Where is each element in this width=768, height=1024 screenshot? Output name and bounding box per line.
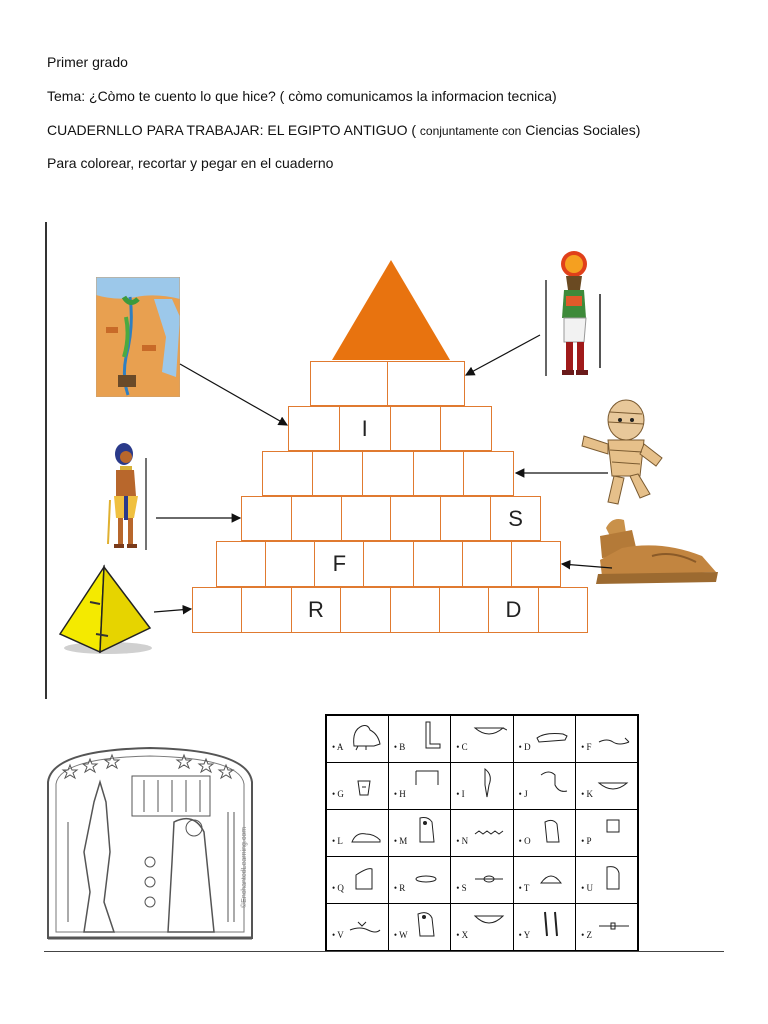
yellow-pyramid-arrow: [154, 609, 191, 612]
hieroglyph-row: [326, 857, 638, 904]
hieroglyph-cell: [388, 857, 450, 904]
workbook-title-main: CUADERNLLO PARA TRABAJAR: EL EGIPTO ANTIGUO (: [47, 122, 417, 138]
hieroglyph-letter: • V: [332, 930, 344, 940]
hieroglyph-cell: [326, 715, 388, 763]
reeds-icon: [535, 908, 569, 940]
hieroglyph-cell: [576, 904, 638, 952]
hill-icon: [348, 861, 382, 893]
bolt-icon: [473, 861, 507, 893]
hieroglyph-alphabet-table: [325, 714, 639, 952]
lion-icon: [348, 814, 382, 846]
vulture-icon: [348, 720, 382, 752]
hieroglyph-letter: • T: [518, 883, 530, 893]
water-icon: [473, 814, 507, 846]
hieroglyph-letter: • N: [456, 836, 469, 846]
hieroglyph-cell: [513, 857, 575, 904]
hand-icon: [535, 720, 569, 752]
basket-x-icon: [473, 908, 507, 940]
hieroglyph-letter: • O: [518, 836, 531, 846]
hieroglyph-cell: [451, 857, 513, 904]
quail-chick-icon: [535, 814, 569, 846]
owl-icon: [410, 814, 444, 846]
hieroglyph-cell: [576, 715, 638, 763]
hieroglyph-letter: • D: [518, 742, 531, 752]
hieroglyph-letter: • Y: [518, 930, 531, 940]
stool-icon: [597, 814, 631, 846]
hieroglyph-cell: [576, 810, 638, 857]
basket-handle-icon: [597, 767, 631, 799]
hieroglyph-cell: [388, 810, 450, 857]
jar-stand-icon: [348, 767, 382, 799]
hieroglyph-letter: • J: [518, 789, 528, 799]
chick-w-icon: [410, 908, 444, 940]
foot-icon: [410, 720, 444, 752]
hieroglyph-letter: • K: [581, 789, 593, 799]
hieroglyph-cell: [326, 763, 388, 810]
hieroglyph-letter: • A: [332, 742, 344, 752]
hieroglyph-row: [326, 715, 638, 763]
reed-icon: [473, 767, 507, 799]
pyramid-cell[interactable]: I: [340, 407, 391, 450]
horned-viper-icon: [348, 908, 382, 940]
hieroglyph-letter: • H: [393, 789, 406, 799]
shelter-icon: [410, 767, 444, 799]
pyramid-cell[interactable]: S: [508, 505, 523, 531]
hieroglyph-cell: [513, 715, 575, 763]
hieroglyph-cell: [451, 810, 513, 857]
hieroglyph-cell: [513, 904, 575, 952]
hieroglyph-letter: • W: [393, 930, 408, 940]
hieroglyph-cell: [451, 763, 513, 810]
hieroglyph-letter: • X: [456, 930, 469, 940]
hieroglyph-cell: [326, 810, 388, 857]
hieroglyph-letter: • M: [393, 836, 408, 846]
hieroglyph-cell: [388, 715, 450, 763]
workbook-title-end: Ciencias Sociales): [525, 122, 641, 138]
instructions-line: Para colorear, recortar y pegar en el cuaderno: [47, 155, 334, 171]
hieroglyph-cell: [451, 715, 513, 763]
hieroglyph-cell: [388, 904, 450, 952]
pyramid-cell[interactable]: F: [315, 542, 364, 586]
hieroglyph-row: [326, 763, 638, 810]
grade-label: Primer grado: [47, 54, 128, 70]
hieroglyph-cell: [326, 857, 388, 904]
hieroglyph-row: [326, 904, 638, 952]
hieroglyph-letter: • Q: [332, 883, 344, 893]
hieroglyph-cell: [513, 763, 575, 810]
hieroglyph-letter: • G: [332, 789, 344, 799]
hieroglyph-letter: • C: [456, 742, 468, 752]
cobra-icon: [535, 767, 569, 799]
map-arrow: [180, 364, 287, 425]
hieroglyph-letter: • P: [581, 836, 592, 846]
mouth-icon: [410, 861, 444, 893]
hieroglyph-cell: [576, 763, 638, 810]
hieroglyph-letter: • R: [393, 883, 406, 893]
hieroglyph-letter: • S: [456, 883, 467, 893]
hieroglyph-cell: [513, 810, 575, 857]
pyramid-cell[interactable]: R: [292, 588, 341, 632]
bottom-rule: [44, 951, 724, 952]
hieroglyph-letter: • B: [393, 742, 406, 752]
hieroglyph-letter: • I: [456, 789, 465, 799]
pyramid-cell[interactable]: D: [489, 588, 538, 632]
basket-icon: [473, 720, 507, 752]
hieroglyph-letter: • F: [581, 742, 592, 752]
topic-line: Tema: ¿Còmo te cuento lo que hice? ( còmo comunicamos la informacion tecnica): [47, 88, 557, 104]
hieroglyph-letter: • U: [581, 883, 593, 893]
hieroglyph-cell: [451, 904, 513, 952]
stela-credit: ©EnchantedLearning.com: [241, 826, 248, 908]
door-bolt-icon: [597, 908, 631, 940]
hieroglyph-row: [326, 810, 638, 857]
hieroglyph-cell: [576, 857, 638, 904]
chick-icon: [597, 861, 631, 893]
hieroglyph-letter: • L: [332, 836, 343, 846]
sphinx-arrow: [562, 564, 612, 568]
hieroglyph-letter: • Z: [581, 930, 592, 940]
ra-arrow: [466, 335, 540, 375]
stela-icon: [44, 742, 258, 944]
workbook-title-small: conjuntamente con: [419, 124, 522, 138]
bread-icon: [535, 861, 569, 893]
hieroglyph-cell: [326, 904, 388, 952]
viper-icon: [597, 720, 631, 752]
hieroglyph-cell: [388, 763, 450, 810]
